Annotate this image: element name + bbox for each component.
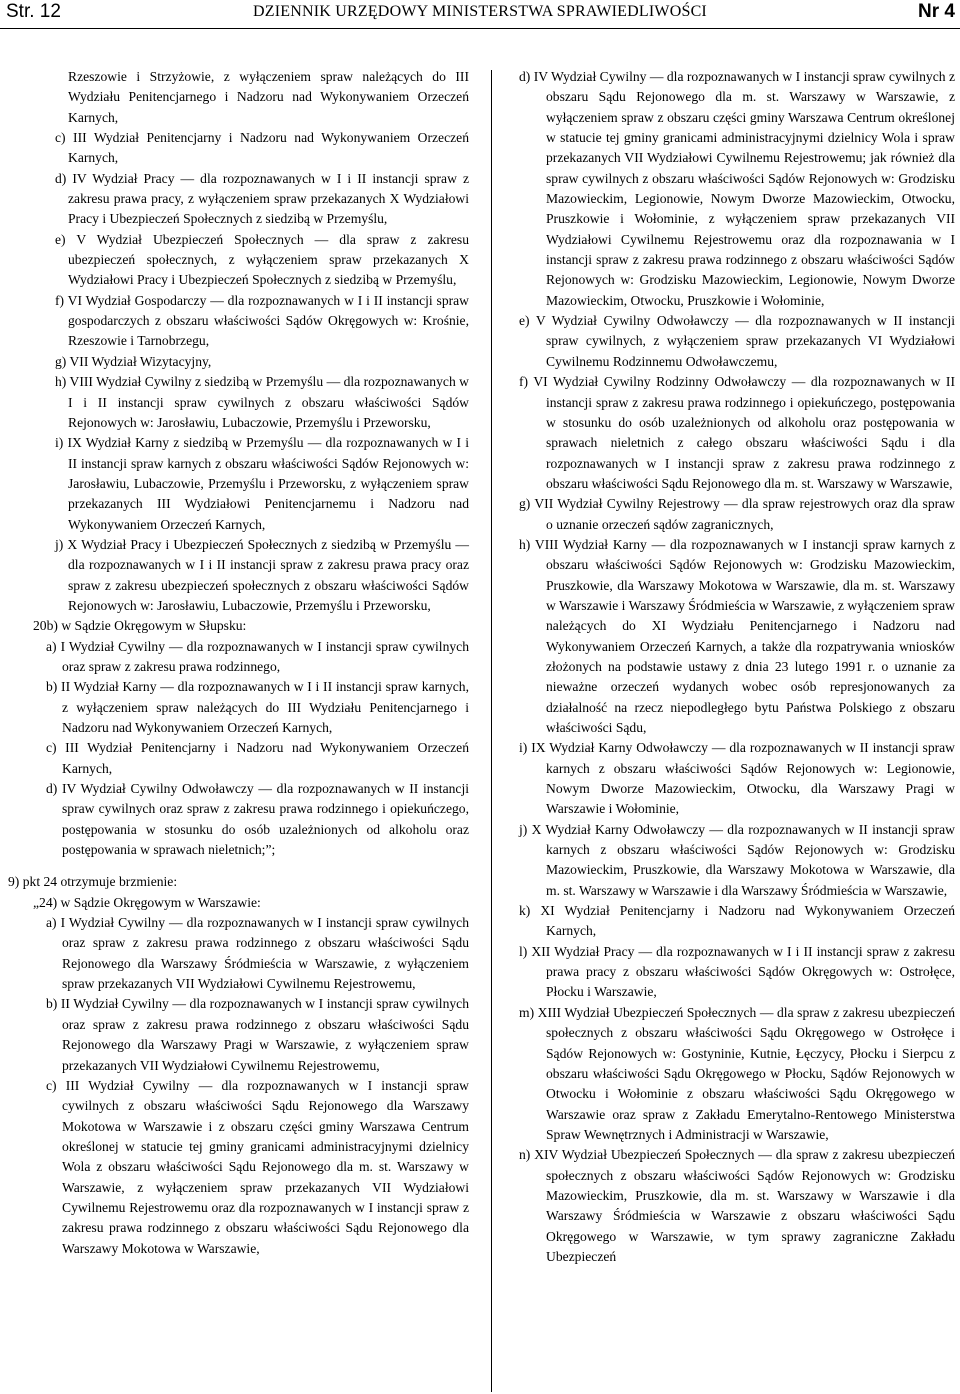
list-item-h: h) VIII Wydział Cywilny z siedzibą w Przemyślu — dla rozpoznawanych w I i II instancji spraw cywilnych z obszaru właściwości Sądów Rejonowych w: Jarosławiu, Lubaczowie, Przemyślu i Przeworsku, <box>55 374 469 430</box>
list-item-i: i) IX Wydział Karny Odwoławczy — dla rozpoznawanych w II instancji spraw karnych z obszaru właściwości Sądów Rejonowych w: Legionowie, Nowym Dworze Mazowieckim, Otwocku, dla Warszawy Pragi w Warszawie i Wołominie, <box>519 740 955 817</box>
list-item-j: j) X Wydział Karny Odwoławczy — dla rozpoznawanych w II instancji spraw karnych z obszaru właściwości Sądów Rejonowych w: Grodzisku Mazowieckim, Pruszkowie, dla Warszawy Mokotowa w Warszawie, dla m. st. Warszawy w Warszawie i dla Warszawy Śródmieścia w Warszawie, <box>519 821 955 898</box>
column-divider <box>491 70 492 1392</box>
journal-title: DZIENNIK URZĘDOWY MINISTERSTWA SPRAWIEDLIWOŚCI <box>253 3 707 20</box>
spacer <box>33 860 469 872</box>
list-item-d: d) IV Wydział Pracy — dla rozpoznawanych w I i II instancji spraw z zakresu prawa pracy, z wyłączeniem spraw przekazanych X Wydziałowi Pracy i Ubezpieczeń Społecznych z siedzibą w Przemyślu, <box>55 170 469 227</box>
right-column <box>519 67 955 1267</box>
list-item-n: n) XIV Wydział Ubezpieczeń Społecznych — dla spraw z zakresu ubezpieczeń społecznych z obszaru właściwości Sądów Rejonowych w: Grodzisku Mazowieckim, Pruszkowie, dla m. st. Warszawy w Warszawie i dla Warszawy Śródmieścia w Warszawie z obszaru właściwości Sądu Okręgowego w Warszawie, w tym sprawy zagraniczne Zakładu Ubezpieczeń <box>519 1147 955 1264</box>
list-item-a: a) I Wydział Cywilny — dla rozpoznawanych w I instancji spraw cywilnych oraz spraw z zakresu prawa rodzinnego z obszaru właściwości Sądu Rejonowego dla Warszawy Śródmieścia w Warszawie, z wyłączeniem spraw przekazanych VII Wydziałowi Cywilnemu Rejestrowemu, <box>46 915 469 992</box>
list-item-g: g) VII Wydział Wizytacyjny, <box>55 353 212 369</box>
list-item-d: d) IV Wydział Cywilny — dla rozpoznawanych w I instancji spraw cywilnych z obszaru Sądu Rejonowego dla m. st. Warszawy w Warszawie, z wyłączeniem spraw z obszaru części gminy Warszawa Centrum określonej w statucie tej gminy granicami administracyjnymi dzielnicy Wola i spraw przekazanych VII Wydziałowi Cywilnemu Rejestrowemu; jak również dla spraw cywilnych z obszaru właściwości Sądów Rejonowych w: Grodzisku Mazowieckim, Legionowie, Nowym Dworze Mazowieckim, Otwocku, Pruszkowie i Wołominie, z wyłączeniem spraw przekazanych VII Wydziałowi Cywilnemu Rejestrowemu oraz dla rozpoznawania w I instancji spraw z zakresu prawa rodzinnego z obszaru właściwości Sądów Rejonowych w: Grodzisku Mazowieckim, Legionowie, Nowym Dworze Mazowieckim, Otwocku, Pruszkowie i Wołominie, <box>519 69 955 308</box>
list-item-d: d) IV Wydział Cywilny Odwoławczy — dla rozpoznawanych w II instancji spraw cywilnych oraz spraw z zakresu prawa rodzinnego i opiekuńczego, postępowania w stosunku do osób uzależnionych od alkoholu oraz postępowania w sprawach nieletnich;”; <box>46 781 469 858</box>
list-item-c: c) III Wydział Cywilny — dla rozpoznawanych w I instancji spraw cywilnych z obszaru właściwości Sądu Rejonowego dla Warszawy Mokotowa w Warszawie i z obszaru części gminy Warszawa Centrum określonej w statucie tej gminy granicami administracyjnymi dzielnicy Wola z obszaru właściwości Sądu Rejonowego dla m. st. Warszawy w Warszawie, z wyłączeniem spraw przekazanych VII Wydziałowi Cywilnemu Rejestrowemu oraz dla rozpoznawanych w I instancji spraw z zakresu prawa rodzinnego z obszaru właściwości Sądu Rejonowego dla Warszawy Mokotowa w Warszawie, <box>46 1077 469 1256</box>
list-item-i: i) IX Wydział Karny z siedzibą w Przemyślu — dla rozpoznawanych w I i II instancji spraw karnych z obszaru właściwości Sądów Rejonowych w: Jarosławiu, Lubaczowie, Przemyślu i Przeworsku, z wyłączeniem spraw przekazanych III Wydziałowi Penitencjarnemu i Nadzoru nad Wykonywaniem Orzeczeń Karnych, <box>55 435 469 532</box>
page-header <box>0 0 960 24</box>
list-item-a: a) I Wydział Cywilny — dla rozpoznawanych w I instancji spraw cywilnych oraz spraw z zakresu prawa rodzinnego, <box>46 638 469 674</box>
left-column <box>8 67 469 1259</box>
list-item-l: l) XII Wydział Pracy — dla rozpoznawanych w I i II instancji spraw z zakresu prawa pracy z obszaru właściwości Sądów Okręgowych w: Ostrołęce, Płocku i Warszawie, <box>519 943 955 1000</box>
list-item-k: k) XI Wydział Penitencjarny i Nadzoru nad Wykonywaniem Orzeczeń Karnych, <box>519 903 955 939</box>
list-item-f: f) VI Wydział Cywilny Rodzinny Odwoławczy — dla rozpoznawanych w II instancji spraw z zakresu prawa rodzinnego i opiekuńczego, postępowania w stosunku do osób uzależnionych od alkoholu oraz postępowania w sprawach nieletnich z całego obszaru właściwości Sądu i dla rozpoznawanych w I instancji spraw z zakresu prawa rodzinnego z obszaru właściwości Sądu Rejonowego dla m. st. Warszawy w Warszawie, <box>519 374 955 491</box>
list-item-j: j) X Wydział Pracy i Ubezpieczeń Społecznych z siedzibą w Przemyślu — dla rozpoznawanych w I i II instancji spraw z zakresu prawa pracy oraz spraw z zakresu ubezpieczeń społecznych z obszaru właściwości Sądów Rejonowych w: Jarosławiu, Lubaczowie, Przemyślu i Przeworsku, <box>55 536 469 613</box>
continued-item-text: Rzeszowie i Strzyżowie, z wyłączeniem spraw należących do III Wydziału Penitencjarnego i Nadzoru nad Wykonywaniem Orzeczeń Karnych, <box>68 69 469 125</box>
list-item-g: g) VII Wydział Cywilny Rejestrowy — dla spraw rejestrowych oraz dla spraw o uznanie orzeczeń sądów zagranicznych, <box>519 496 955 532</box>
section-heading-24: „24) w Sądzie Okręgowym w Warszawie: <box>33 894 261 910</box>
list-item-c: c) III Wydział Penitencjarny i Nadzoru nad Wykonywaniem Orzeczeń Karnych, <box>46 740 469 776</box>
section-heading-20b: 20b) w Sądzie Okręgowym w Słupsku: <box>33 618 247 634</box>
page-number: Str. 12 <box>6 1 61 22</box>
list-item-b: b) II Wydział Cywilny — dla rozpoznawanych w I instancji spraw cywilnych oraz spraw z zakresu prawa rodzinnego z obszaru właściwości Sądu Rejonowego dla Warszawy Pragi w Warszawie, z wyłączeniem spraw przekazanych VII Wydziałowi Cywilnemu Rejestrowemu, <box>46 996 469 1073</box>
list-item-b: b) II Wydział Karny — dla rozpoznawanych w I i II instancji spraw karnych, z wyłączeniem spraw należących do III Wydziału Penitencjarnego i Nadzoru nad Wykonywaniem Orzeczeń Karnych, <box>46 679 469 735</box>
point-9-heading: 9) pkt 24 otrzymuje brzmienie: <box>8 874 178 890</box>
header-rule <box>0 28 960 29</box>
list-item-f: f) VI Wydział Gospodarczy — dla rozpoznawanych w I i II instancji spraw gospodarczych z obszaru właściwości Sądów Okręgowych w: Krośnie, Rzeszowie i Tarnobrzegu, <box>55 292 469 349</box>
list-item-e: e) V Wydział Ubezpieczeń Społecznych — dla spraw z zakresu ubezpieczeń społecznych, z wyłączeniem spraw przekazanych X Wydziałowi Pracy i Ubezpieczeń Społecznych z siedzibą w Przemyślu, <box>55 231 469 288</box>
list-item-h: h) VIII Wydział Karny — dla rozpoznawanych w I instancji spraw karnych z obszaru właściwości Sądów Rejonowych w: Grodzisku Mazowieckim, Pruszkowie, dla Warszawy Mokotowa w Warszawie, dla m. st. Warszawy w Warszawie i Warszawy Śródmieścia w Warszawie, z wyłączeniem spraw należących do XI Wydziału Penitencjarnego i Nadzoru nad Wykonywaniem Orzeczeń Karnych, a także dla rozpatrywania wniosków złożonych na podstawie ustawy z dnia 23 lutego 1991 r. o uznanie za nieważne orzeczeń wydanych wobec osób represjonowanych za działalność na rzecz niepodległego bytu Państwa Polskiego z obszaru właściwości Sądu, <box>519 536 955 735</box>
list-item-c: c) III Wydział Penitencjarny i Nadzoru nad Wykonywaniem Orzeczeń Karnych, <box>55 130 469 166</box>
issue-number: Nr 4 <box>918 1 955 22</box>
list-item-e: e) V Wydział Cywilny Odwoławczy — dla rozpoznawanych w II instancji spraw cywilnych, z wyłączeniem spraw przekazanych VI Wydziałowi Cywilnemu Rodzinnemu Odwoławczemu, <box>519 313 955 369</box>
list-item-m: m) XIII Wydział Ubezpieczeń Społecznych — dla spraw z zakresu ubezpieczeń społecznych z obszaru właściwości Sądu Okręgowego w Ostrołęce i Sądów Rejonowych w: Gostyninie, Kutnie, Łęczycy, Płocku i Sierpcu z obszaru właściwości Sądu Okręgowego w Płocku, Sądów Rejonowych w Otwocku i Wołominie z obszaru właściwości Sądu Okręgowego w Warszawie oraz spraw z Zakładu Emerytalno-Rentowego Ministerstwa Spraw Wewnętrznych i Administracji w Warszawie, <box>519 1004 955 1142</box>
